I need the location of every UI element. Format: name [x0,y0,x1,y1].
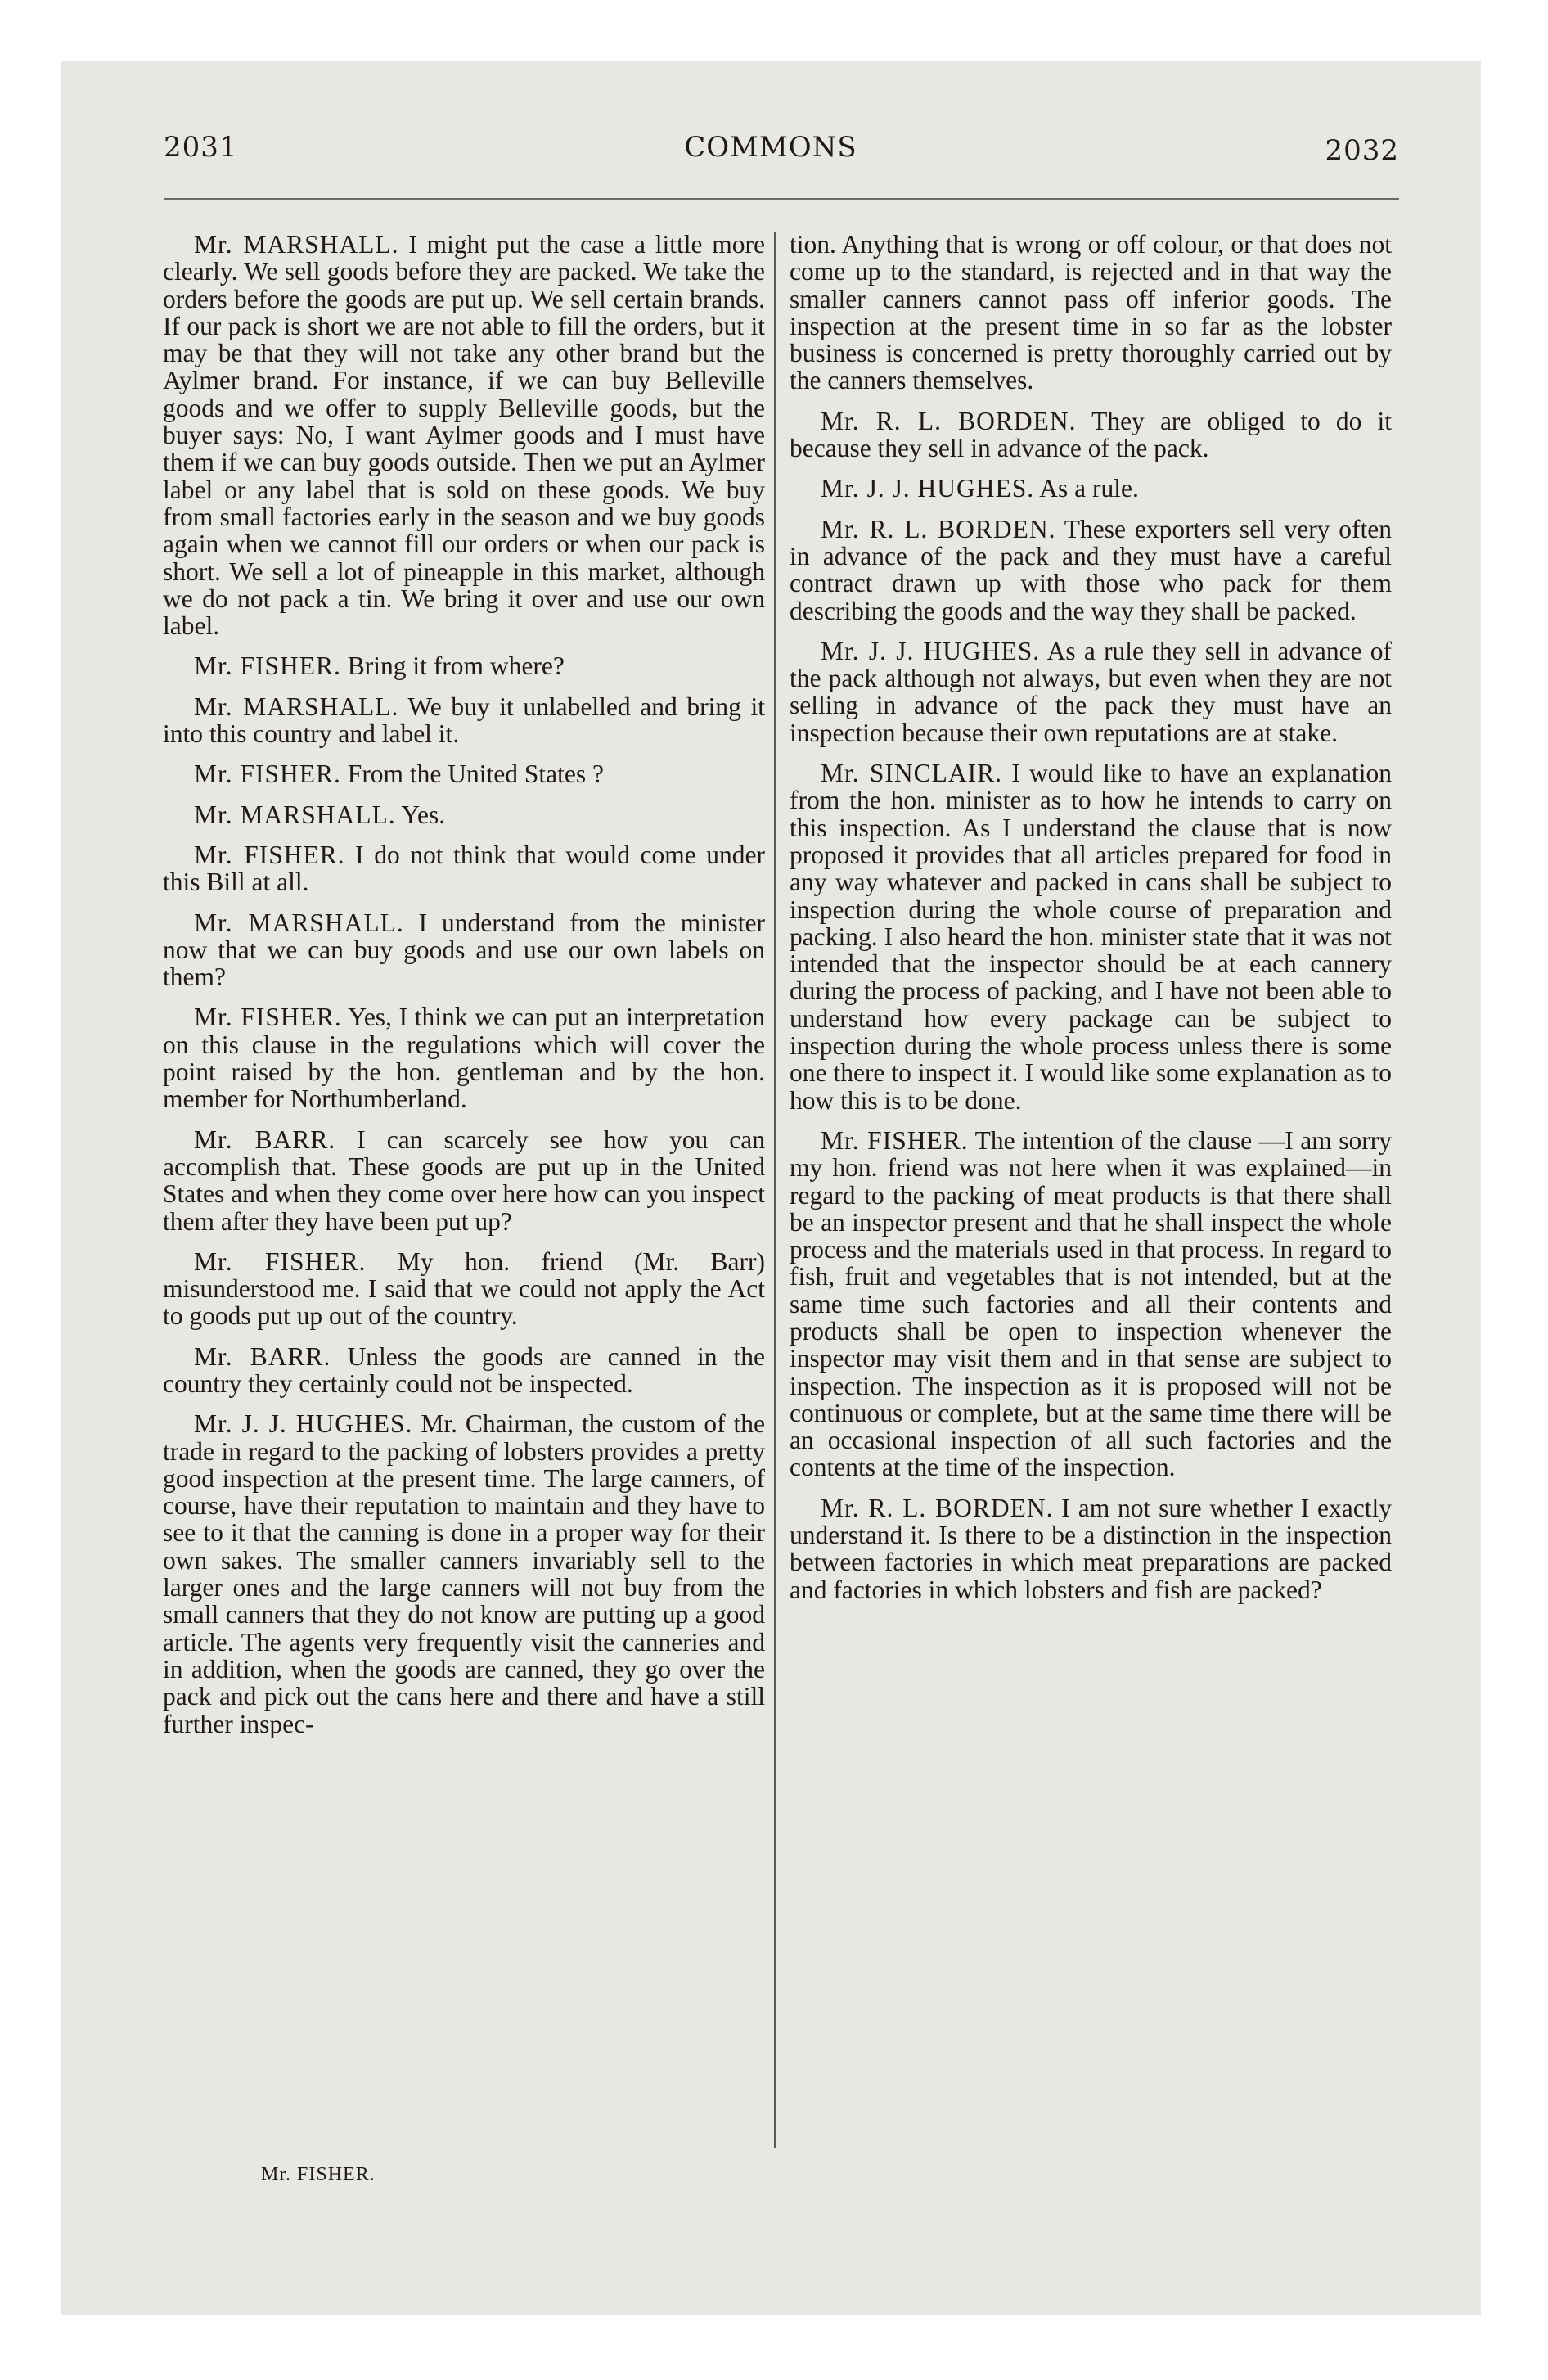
speaker-name: Mr. R. L. BORDEN. [821,1493,1054,1522]
speaker-name: Mr. BARR. [194,1125,336,1154]
header-rule [164,198,1399,200]
speech-text: Yes. [401,800,446,829]
speech-text: I am not sure whether I exactly understand it. Is there to be a distinction in the inspection between factories in which meat preparations are packed and factories in which lobsters and fish are packed? [790,1493,1393,1604]
speech-paragraph [163,693,765,748]
speech-text: My hon. friend (Mr. Barr) misunderstood me. I said that we could not apply the Act to goods put up out of the country. [163,1246,766,1331]
speaker-name: Mr. MARSHALL. [194,800,396,829]
speech-text: From the United States ? [347,760,604,789]
speech-paragraph [790,516,1392,624]
speech-text: I can scarcely see how you can accomplish that. These goods are put up in the United States and when they come over here how can you inspect them after they have been put up? [163,1125,766,1236]
speech-text: As a rule. [1039,474,1139,503]
footer-speaker-catchword: Mr. FISHER. [261,2164,376,2185]
speaker-name: Mr. J. J. HUGHES. [821,474,1035,503]
speaker-name: Mr. MARSHALL. [194,908,404,937]
speech-text: We buy it unlabelled and bring it into this country and label it. [163,692,765,749]
speech-paragraph [163,652,765,679]
right-column [790,231,1392,1616]
speech-text: As a rule they sell in advance of the pack although not always, but even when they are not selling in advance of the pack they must have an inspection because their own reputations are at stake. [790,636,1393,747]
speech-text: I do not think that would come under this Bill at all. [163,840,765,897]
speech-paragraph [163,909,765,991]
speech-text: Mr. Chairman, the custom of the trade in regard to the packing of lobsters provides a pretty good inspection at the present time. The large canners, of course, have their reputation to maintain and they have to see to it that the canning is done in a proper way for their own sakes. The smaller canners invariably sell to the larger ones and the large canners will not buy from the small canners that they do not know are putting up a good article. The agents very frequently visit the canneries and in addition, when the goods are canned, they go over the pack and pick out the cans here and there and have a still further inspec- [163,1409,765,1738]
page-header [61,131,1481,172]
speaker-name: Mr. J. J. HUGHES. [194,1409,413,1439]
speech-paragraph [790,760,1392,1114]
speaker-name: Mr. FISHER. [821,1125,969,1155]
speaker-name: Mr. FISHER. [194,760,341,789]
page-title: COMMONS [684,131,857,164]
speech-paragraph [163,1126,765,1235]
speech-paragraph [790,475,1392,502]
speech-paragraph [790,408,1392,462]
speaker-name: Mr. MARSHALL. [194,230,399,259]
speech-text: I might put the case a little more clearly. We sell goods before they are packed. We take the orders before the goods are put up. We sell certain brands. If our pack is short we are not able to fill the orders, but it may be that they will not take any other brand but the Aylmer brand. For instance, if we can buy Belleville goods and we offer to supply Belleville goods, but the buyer says: No, I want Aylmer goods and I must have them if we can buy goods outside. Then we put an Aylmer label or any label that is sold on these goods. We buy from small factories early in the season and we buy goods again when we cannot fill our orders or when our pack is short. We sell a lot of pineapple in this market, although we do not pack a tin. We bring it over and use our own label. [163,230,765,641]
speaker-name: Mr. SINCLAIR. [821,759,1003,788]
speaker-name: Mr. J. J. HUGHES. [821,636,1041,665]
speaker-name: Mr. BARR. [194,1341,331,1371]
speech-text: They are obliged to do it because they sell in advance of the pack. [790,406,1392,463]
page-number-right: 2032 [1325,134,1399,167]
continued-paragraph: tion. Anything that is wrong or off colour, or that does not come up to the standard, is rejected and in that way the smaller canners cannot pass off inferior goods. The inspection at the present time in so far as the lobster business is concerned is pretty thoroughly carried out by the canners themselves. [790,230,1392,395]
speech-text: These exporters sell very often in advance of the pack and they must have a careful contract drawn up with those who pack for them describing the goods and the way they shall be packed. [790,514,1392,625]
speaker-name: Mr. FISHER. [194,1246,367,1276]
speech-text: Unless the goods are canned in the country they certainly could not be inspected. [163,1341,766,1398]
page-sheet [61,61,1481,2315]
speech-paragraph [163,841,765,896]
speech-text: I would like to have an explanation from the hon. minister as to how he intends to carry on this inspection. As I understand the clause that is now proposed it provides that all articles prepared for food in any way whatever and packed in cans shall be subject to inspection during the whole course of preparation and packing. I also heard the hon. minister state that it was not intended that the inspector should be at each cannery during the process of packing, and I have not been able to understand how every package can be subject to inspection during the whole process unless there is some one there to inspect it. I would like some explanation as to how this is to be done. [790,759,1392,1115]
speech-paragraph [163,1343,765,1398]
speech-paragraph [163,801,765,828]
speech-text: Yes, I think we can put an interpretation on this clause in the regulations which will cover the point raised by the hon. gentleman and by the hon. member for Northumberland. [163,1003,765,1114]
speaker-name: Mr. MARSHALL. [194,692,399,721]
speaker-name: Mr. R. L. BORDEN. [821,514,1056,543]
speaker-name: Mr. FISHER. [194,840,345,869]
speech-text: The intention of the clause —I am sorry my hon. friend was not here when it was explained—in regard to the packing of meat products is that there shall be an inspector present and that he shall inspect the whole process and the materials used in that process. In regard to fish, fruit and vegetables that is not intended, but at the same time such factories and all their contents and products shall be open to inspection whenever the inspector may visit them and in that sense are subject to inspection. The inspection as it is proposed will not be continuous or complete, but at the same time there will be an occasional inspection of all such factories and the contents at the time of the inspection. [790,1125,1392,1482]
speech-paragraph [790,638,1392,746]
speaker-name: Mr. FISHER. [194,651,341,681]
column-divider [774,232,776,2148]
speech-paragraph [790,1494,1392,1603]
left-column [163,231,765,1751]
speech-paragraph [163,231,765,639]
page-number-left: 2031 [164,131,238,164]
speech-paragraph [163,760,765,787]
speech-paragraph [790,1127,1392,1481]
speech-text: I understand from the minister now that we can buy goods and use our own labels on them? [163,908,766,992]
speech-paragraph [163,1003,765,1112]
speech-paragraph [163,1248,765,1330]
speech-text: Bring it from where? [347,651,565,681]
speaker-name: Mr. FISHER. [194,1003,342,1032]
speech-paragraph [163,1410,765,1738]
speaker-name: Mr. R. L. BORDEN. [821,406,1077,435]
